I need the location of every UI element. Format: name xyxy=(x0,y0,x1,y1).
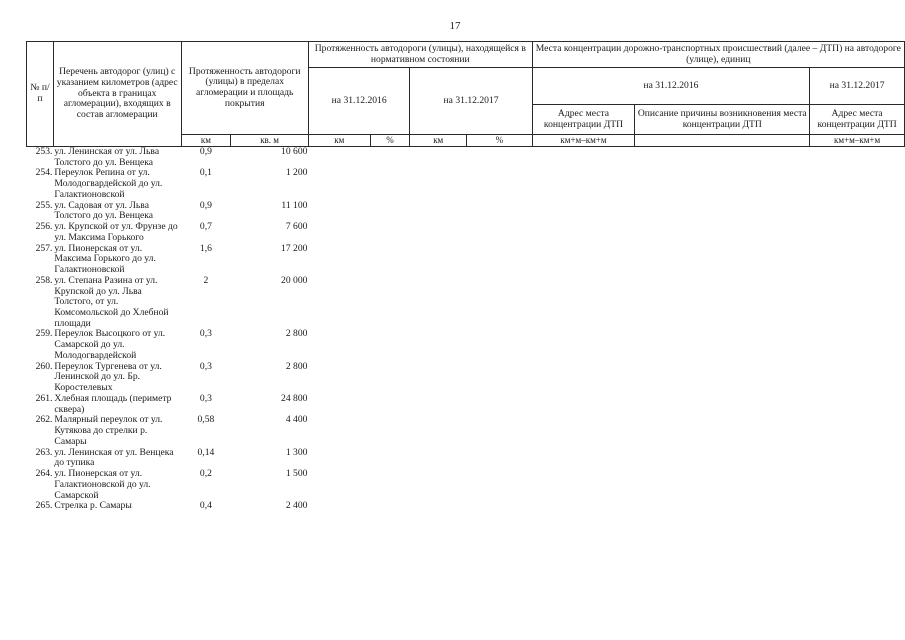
row-number: 254. xyxy=(35,168,53,179)
empty-cell xyxy=(532,448,635,469)
empty-cell xyxy=(635,147,810,169)
header-dtp-2016: на 31.12.2016 xyxy=(532,68,810,105)
empty-cell xyxy=(532,362,635,394)
empty-cell xyxy=(410,501,467,512)
empty-cell xyxy=(308,222,370,243)
empty-cell xyxy=(635,415,810,447)
road-length: 0,3 xyxy=(199,329,212,340)
row-number: 264. xyxy=(35,469,53,480)
road-area: 4 400 xyxy=(285,415,308,426)
table-row xyxy=(27,147,905,169)
road-name: ул. Степана Разина от ул. Крупской до ул. Льва Толстого, от ул. Комсомольской до Хлебной площади xyxy=(54,275,169,329)
header-dtp-address-2017: Адрес места концентрации ДТП xyxy=(810,105,905,135)
empty-cell xyxy=(635,244,810,276)
road-area: 1 200 xyxy=(285,168,308,179)
empty-cell xyxy=(308,244,370,276)
unit-percent: % xyxy=(370,135,410,147)
road-name: ул. Пионерская от ул. Галактионовской до ул. Самарской xyxy=(54,469,151,501)
row-number: 253. xyxy=(35,146,53,157)
empty-cell xyxy=(467,329,533,361)
road-length: 0,2 xyxy=(199,469,212,480)
empty-cell xyxy=(410,448,467,469)
table-row xyxy=(27,448,905,469)
empty-cell xyxy=(635,394,810,415)
empty-cell xyxy=(370,276,410,330)
empty-cell xyxy=(810,448,905,469)
empty-cell xyxy=(410,329,467,361)
empty-cell xyxy=(308,276,370,330)
empty-cell xyxy=(467,201,533,222)
road-name: Стрелка р. Самары xyxy=(54,501,132,512)
empty-cell xyxy=(532,276,635,330)
row-number: 261. xyxy=(35,393,53,404)
empty-cell xyxy=(467,276,533,330)
empty-cell xyxy=(810,362,905,394)
empty-cell xyxy=(532,147,635,169)
road-name: ул. Садовая от ул. Льва Толстого до ул. Венцека xyxy=(54,200,154,222)
empty-cell xyxy=(810,244,905,276)
empty-cell xyxy=(410,415,467,447)
table-row xyxy=(27,415,905,447)
table-row xyxy=(27,469,905,501)
road-name: ул. Ленинская от ул. Венцека до тупика xyxy=(54,447,174,469)
empty-cell xyxy=(370,222,410,243)
empty-cell xyxy=(410,168,467,200)
road-area: 7 600 xyxy=(285,222,308,233)
empty-cell xyxy=(635,448,810,469)
empty-cell xyxy=(370,147,410,169)
unit-sqm: кв. м xyxy=(231,135,309,147)
empty-cell xyxy=(532,222,635,243)
empty-cell xyxy=(370,448,410,469)
empty-cell xyxy=(467,448,533,469)
empty-cell xyxy=(410,222,467,243)
road-name: Хлебная площадь (периметр сквера) xyxy=(54,393,172,415)
road-name: Переулок Тургенева от ул. Ленинской до ул. Бр. Коростелевых xyxy=(54,361,162,394)
road-length: 0,58 xyxy=(197,415,215,426)
row-number: 259. xyxy=(35,329,53,340)
empty-cell xyxy=(467,469,533,501)
empty-cell xyxy=(810,501,905,512)
empty-cell xyxy=(810,201,905,222)
empty-cell xyxy=(635,469,810,501)
empty-cell xyxy=(635,276,810,330)
empty-cell xyxy=(370,244,410,276)
table-row xyxy=(27,244,905,276)
row-number: 258. xyxy=(35,275,53,286)
empty-cell xyxy=(308,501,370,512)
table-row xyxy=(27,168,905,200)
roads-table xyxy=(26,41,905,512)
empty-cell xyxy=(810,222,905,243)
table-row xyxy=(27,362,905,394)
table-row xyxy=(27,201,905,222)
empty-cell xyxy=(308,147,370,169)
empty-cell xyxy=(467,244,533,276)
empty-cell xyxy=(635,501,810,512)
empty-cell xyxy=(308,362,370,394)
empty-cell xyxy=(467,222,533,243)
road-length: 0,4 xyxy=(199,501,212,512)
road-area: 20 000 xyxy=(281,275,308,286)
empty-cell xyxy=(370,394,410,415)
empty-cell xyxy=(532,394,635,415)
road-area: 1 500 xyxy=(285,469,308,480)
road-length: 0,9 xyxy=(199,200,212,211)
header-dtp-reason-2016: Описание причины возникновения места концентрации ДТП xyxy=(635,105,810,135)
empty-cell xyxy=(810,415,905,447)
empty-cell xyxy=(532,168,635,200)
empty-cell xyxy=(308,469,370,501)
unit-km: км xyxy=(308,135,370,147)
table-row xyxy=(27,222,905,243)
empty-cell xyxy=(467,501,533,512)
empty-cell xyxy=(532,501,635,512)
road-length: 0,1 xyxy=(199,168,212,179)
empty-cell xyxy=(410,201,467,222)
road-area: 10 600 xyxy=(281,146,308,157)
header-dtp-address-2016: Адрес места концентрации ДТП xyxy=(532,105,635,135)
empty-cell xyxy=(635,168,810,200)
empty-cell xyxy=(467,394,533,415)
page-number: 17 xyxy=(449,20,461,32)
road-length: 0,9 xyxy=(199,146,212,157)
empty-cell xyxy=(810,469,905,501)
empty-cell xyxy=(532,469,635,501)
empty-cell xyxy=(810,394,905,415)
unit-km-range: км+м–км+м xyxy=(810,135,905,147)
table-row xyxy=(27,394,905,415)
empty-cell xyxy=(635,362,810,394)
road-area: 2 800 xyxy=(285,361,308,372)
empty-cell xyxy=(370,329,410,361)
header-num: № п/п xyxy=(27,42,54,147)
road-name: Переулок Репина от ул. Молодогвардейской до ул. Галактионовской xyxy=(54,168,163,200)
empty-cell xyxy=(810,168,905,200)
empty-cell xyxy=(308,415,370,447)
empty-cell xyxy=(308,168,370,200)
unit-km-range: км+м–км+м xyxy=(532,135,635,147)
empty-cell xyxy=(308,448,370,469)
unit-percent: % xyxy=(467,135,533,147)
road-area: 2 800 xyxy=(285,329,308,340)
table-row xyxy=(27,329,905,361)
road-length: 2 xyxy=(203,275,209,286)
table-header xyxy=(27,42,905,147)
road-length: 0,3 xyxy=(199,361,212,372)
row-number: 256. xyxy=(35,222,53,233)
empty-cell xyxy=(370,469,410,501)
row-number: 265. xyxy=(35,501,53,512)
table-row xyxy=(27,501,905,512)
empty-cell xyxy=(635,222,810,243)
empty-cell xyxy=(810,276,905,330)
empty-cell xyxy=(308,201,370,222)
road-name: ул. Крупской от ул. Фрунзе до ул. Максима Горького xyxy=(54,222,178,243)
header-normative-2017: на 31.12.2017 xyxy=(410,68,532,135)
empty-cell xyxy=(810,329,905,361)
header-length-area: Протяженность автодороги (улицы) в пределах агломерации и площадь покрытия xyxy=(181,42,308,135)
empty-cell xyxy=(308,329,370,361)
empty-cell xyxy=(467,415,533,447)
empty-cell xyxy=(532,329,635,361)
empty-cell xyxy=(410,244,467,276)
empty-cell xyxy=(467,362,533,394)
empty-cell xyxy=(810,147,905,169)
road-name: ул. Ленинская от ул. Льва Толстого до ул. Венцека xyxy=(54,146,160,168)
road-length: 0,3 xyxy=(199,393,212,404)
table-row xyxy=(27,276,905,330)
empty-cell xyxy=(467,147,533,169)
road-name: Переулок Высоцкого от ул. Самарской до ул. Молодогвардейской xyxy=(54,329,166,361)
row-number: 260. xyxy=(35,361,53,372)
row-number: 263. xyxy=(35,447,53,458)
header-dtp-2017: на 31.12.2017 xyxy=(810,68,905,105)
empty-cell xyxy=(635,201,810,222)
empty-cell xyxy=(410,362,467,394)
row-number: 255. xyxy=(35,200,53,211)
empty-cell xyxy=(635,329,810,361)
header-normative-2016: на 31.12.2016 xyxy=(308,68,409,135)
empty-cell xyxy=(370,168,410,200)
road-area: 17 200 xyxy=(281,243,308,254)
road-area: 24 800 xyxy=(281,393,308,404)
empty-cell xyxy=(532,244,635,276)
unit-km: км xyxy=(181,135,231,147)
header-dtp: Места концентрации дорожно-транспортных происшествий (далее – ДТП) на автодороге (улице), единиц xyxy=(532,42,904,68)
header-road-list: Перечень автодорог (улиц) с указанием километров (адрес объекта в границах агломерации), входящих в состав агломерации xyxy=(53,42,181,147)
road-area: 2 400 xyxy=(285,501,308,512)
header-normative: Протяженность автодороги (улицы), находящейся в нормативном состоянии xyxy=(308,42,532,68)
road-length: 0,7 xyxy=(199,222,212,233)
unit-km: км xyxy=(410,135,467,147)
table-body xyxy=(27,147,905,512)
road-length: 0,14 xyxy=(197,447,215,458)
road-area: 1 300 xyxy=(285,447,308,458)
row-number: 257. xyxy=(35,243,53,254)
road-name: Малярный переулок от ул. Кутякова до стрелки р. Самары xyxy=(54,415,163,447)
road-name: ул. Пионерская от ул. Максима Горького до ул. Галактионовской xyxy=(54,243,156,276)
empty-cell xyxy=(370,362,410,394)
road-length: 1,6 xyxy=(199,243,212,254)
empty-cell xyxy=(532,415,635,447)
row-number: 262. xyxy=(35,415,53,426)
empty-cell xyxy=(370,201,410,222)
empty-cell xyxy=(308,394,370,415)
empty-cell xyxy=(410,147,467,169)
empty-cell xyxy=(410,276,467,330)
empty-cell xyxy=(410,469,467,501)
empty-cell xyxy=(532,201,635,222)
empty-cell xyxy=(467,168,533,200)
unit-empty xyxy=(635,135,810,147)
empty-cell xyxy=(410,394,467,415)
road-area: 11 100 xyxy=(281,200,308,211)
empty-cell xyxy=(370,415,410,447)
empty-cell xyxy=(370,501,410,512)
